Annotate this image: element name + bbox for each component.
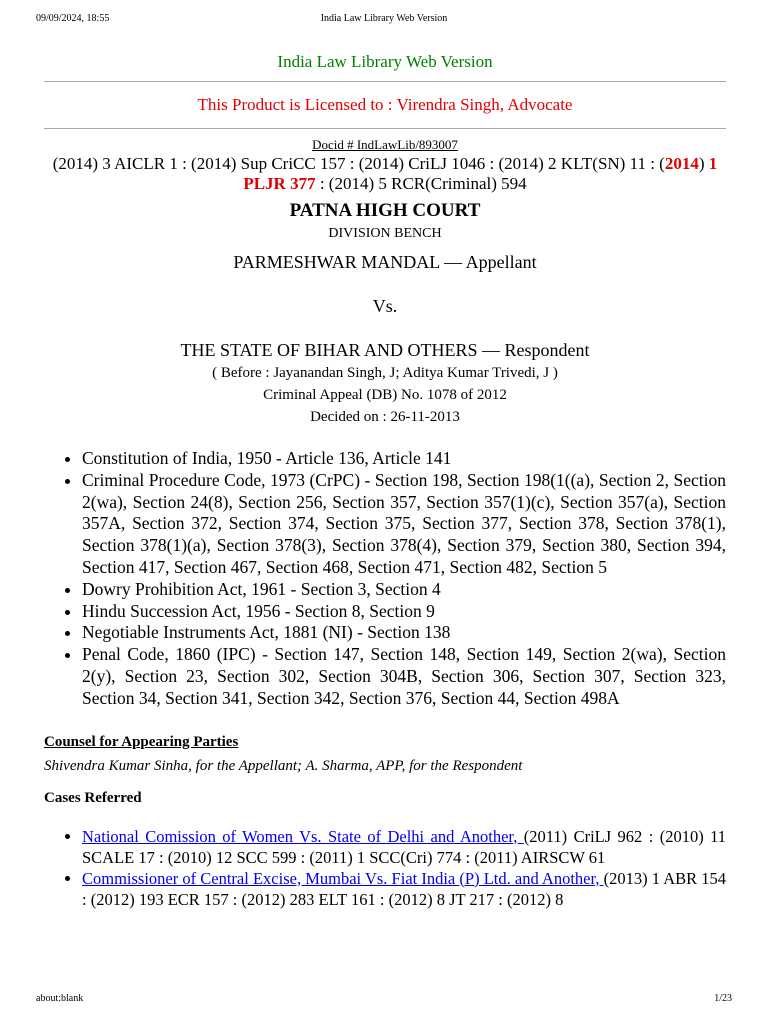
list-item: • Criminal Procedure Code, 1973 (CrPC) - Section 198, Section 198(1((a), Section 2, Section 2(wa), Section 24(8), Section 256, Section 357, Section 357(1)(c), Section 357(a), Section 357A, Section 372, Section 374, Section 375, Section 377, Section 378, Section 378(1), Section 378(1)(a), Section 378(3), Section 378(4), Section 379, Section 380, Section 394, Section 417, Section 467, Section 468, Section 471, Section 482, Section 5 [82, 470, 726, 579]
court-name: PATNA HIGH COURT [289, 200, 481, 221]
bench-type: DIVISION BENCH [328, 226, 442, 241]
print-header [36, 13, 732, 27]
list-item: • Constitution of India, 1950 - Article 136, Article 141 [82, 448, 726, 470]
cases-heading: Cases Referred [44, 789, 142, 806]
list-item [82, 868, 726, 910]
print-datetime: 09/09/2024, 18:55 [36, 13, 110, 24]
citation [44, 154, 726, 194]
divider [44, 81, 726, 82]
print-title: India Law Library Web Version [320, 13, 448, 24]
list-item: • Hindu Succession Act, 1956 - Section 8, Section 9 [82, 601, 726, 623]
doc-id: Docid # IndLawLib/893007 [312, 137, 458, 152]
bench-judges: ( Before : Jayanandan Singh, J; Aditya Kumar Trivedi, J ) [212, 365, 558, 381]
respondent: THE STATE OF BIHAR AND OTHERS — Respondent [180, 340, 590, 360]
document-body [44, 50, 726, 910]
case-link[interactable]: National Comission of Women Vs. State of Delhi and Another, [82, 826, 524, 846]
list-item: • Penal Code, 1860 (IPC) - Section 147, Section 148, Section 149, Section 2(wa), Section 2(y), Section 23, Section 302, Section 304B, Section 306, Section 307, Section 323, Section 34, Section 341, Section 342, Section 376, Section 44, Section 498A [82, 644, 726, 709]
list-item: • Dowry Prohibition Act, 1961 - Section 3, Section 4 [82, 579, 726, 601]
page-number: 1/23 [714, 993, 732, 1004]
divider [44, 128, 726, 129]
citation-year: 2014 [664, 154, 699, 173]
appellant: PARMESHWAR MANDAL — Appellant [233, 252, 537, 272]
versus: Vs. [372, 296, 398, 316]
case-link[interactable]: Commissioner of Central Excise, Mumbai Vs. Fiat India (P) Ltd. and Another, [82, 868, 604, 888]
print-url: about:blank [36, 993, 84, 1004]
site-title: India Law Library Web Version [277, 52, 493, 71]
counsel-heading: Counsel for Appearing Parties [44, 733, 239, 750]
citation-part3: : (2014) 5 RCR(Criminal) 594 [315, 174, 527, 193]
cases-list [44, 826, 726, 910]
appeal-number: Criminal Appeal (DB) No. 1078 of 2012 [263, 387, 507, 403]
case-citation: (2013) 1 ABR 154 : (2012) 193 ECR 157 : (2012) 283 ELT 161 : (2012) 8 JT 217 : (2012) 8 [82, 868, 727, 909]
license-notice: This Product is Licensed to : Virendra Singh, Advocate [197, 95, 573, 114]
list-item [82, 826, 726, 868]
case-citation: (2011) CriLJ 962 : (2010) 11 SCALE 17 : (2010) 12 SCC 599 : (2011) 1 SCC(Cri) 774 : (2011) AIRSCW 61 [82, 826, 726, 867]
citation-part1: (2014) 3 AICLR 1 : (2014) Sup CriCC 157 : (2014) CriLJ 1046 : (2014) 2 KLT(SN) 11 : ( [52, 154, 665, 173]
print-footer [36, 993, 732, 1007]
acts-list [44, 448, 726, 710]
citation-part2: ) [698, 154, 709, 173]
counsel-text: Shivendra Kumar Sinha, for the Appellant; A. Sharma, APP, for the Respondent [44, 757, 523, 774]
decided-date: Decided on : 26-11-2013 [310, 409, 460, 425]
list-item: • Negotiable Instruments Act, 1881 (NI) - Section 138 [82, 622, 726, 644]
citation-pljr: 1 PLJR 377 [243, 154, 718, 193]
